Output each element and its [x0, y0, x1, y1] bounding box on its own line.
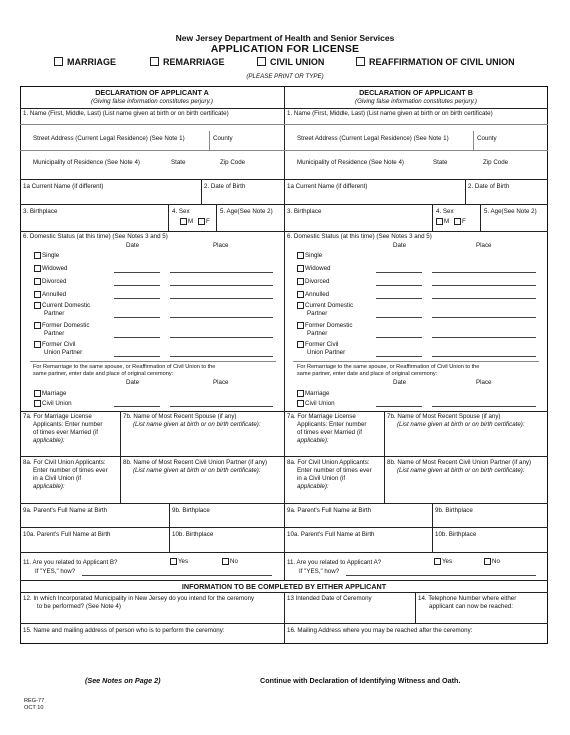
b-rm-marriage-label: Marriage [305, 390, 330, 397]
b-annulled-checkbox[interactable] [297, 291, 304, 298]
a-rm-date-header: Date [126, 379, 140, 386]
b-current-domestic-label-2: Partner [307, 310, 328, 317]
a-7a-label-2: Applicants: Enter number [33, 421, 103, 428]
a-place-header: Place [213, 242, 229, 249]
a-single-label: Single [42, 252, 60, 259]
b-name-label: 1. Name (First, Middle, Last) (List name given at birth or on birth certificate) [287, 110, 493, 117]
b-10b-label: 10b. Birthplace [435, 531, 477, 538]
print-instruction: (PLEASE PRINT OR TYPE) [246, 73, 324, 80]
a-former-domestic-checkbox[interactable] [34, 322, 41, 329]
b-state-label: State [433, 159, 448, 166]
a-8a-label-3: in a Civil Union (if [33, 475, 82, 482]
a-7b-label: 7b. Name of Most Recent Spouse (if any) [123, 413, 237, 420]
a-related-yes-label: Yes [178, 558, 189, 565]
b-single-checkbox[interactable] [297, 252, 304, 259]
a-rm-civil-checkbox[interactable] [34, 400, 41, 407]
b-former-domestic-label: Former Domestic [305, 322, 353, 329]
a-rm-marriage-label: Marriage [42, 390, 67, 397]
a-9a-label: 9a. Parent's Full Name at Birth [23, 507, 108, 514]
a-7b-label-2: (List name given at birth or on birth certificate): [133, 421, 261, 428]
a-remarriage-note-2: same partner, enter date and place of original ceremony: [33, 371, 174, 377]
b-divorced-checkbox[interactable] [297, 278, 304, 285]
applicant-b-heading: DECLARATION OF APPLICANT B [359, 88, 473, 97]
telephone-label-2: applicant can now be reached: [429, 603, 513, 610]
marriage-label: MARRIAGE [67, 57, 116, 67]
b-8a-label-3: in a Civil Union (if [297, 475, 346, 482]
municipality-ceremony-label: 12. In which Incorporated Municipality in New Jersey do you intend for the ceremony [23, 595, 255, 602]
b-widowed-label: Widowed [305, 265, 331, 272]
b-municipality-label: Municipality of Residence (See Note 4) [297, 159, 404, 166]
b-birthplace-label: 3. Birthplace [287, 208, 322, 215]
b-7a-label: 7a. For Marriage License [287, 413, 356, 420]
b-rm-civil-checkbox[interactable] [297, 400, 304, 407]
a-current-domestic-label-2: Partner [44, 310, 65, 317]
b-7a-label-2: Applicants: Enter number [297, 421, 367, 428]
civil-union-label: CIVIL UNION [270, 57, 325, 67]
a-sex-label: 4. Sex [172, 208, 190, 215]
b-7b-label-2: (List name given at birth or on birth certificate): [397, 421, 525, 428]
form-date: OCT 10 [24, 705, 44, 711]
a-dob-label: 2. Date of Birth [204, 183, 246, 190]
a-current-domestic-label: Current Domestic [42, 302, 91, 309]
b-single-label: Single [305, 252, 323, 259]
b-sex-label: 4. Sex [436, 208, 454, 215]
a-name-label: 1. Name (First, Middle, Last) (List name given at birth or on birth certificate) [23, 110, 229, 117]
a-rm-place-header: Place [213, 379, 229, 386]
a-7a-label-3: of times ever Married (if [33, 429, 98, 436]
b-related-yes-label: Yes [442, 558, 453, 565]
b-former-domestic-checkbox[interactable] [297, 322, 304, 329]
a-divorced-label: Divorced [42, 278, 67, 285]
b-current-domestic-label: Current Domestic [305, 302, 354, 309]
a-related-yes-checkbox[interactable] [170, 558, 177, 565]
a-former-civil-checkbox[interactable] [34, 341, 41, 348]
b-related-no-label: No [492, 558, 500, 565]
a-rm-civil-label: Civil Union [42, 400, 72, 407]
a-sex-m-label: M [188, 218, 194, 225]
b-7b-label: 7b. Name of Most Recent Spouse (if any) [387, 413, 501, 420]
a-annulled-checkbox[interactable] [34, 291, 41, 298]
a-municipality-label: Municipality of Residence (See Note 4) [33, 159, 140, 166]
b-sex-m-checkbox[interactable] [436, 218, 443, 225]
applicant-b-subheading: (Giving false information constitutes perjury.) [355, 98, 477, 105]
a-widowed-label: Widowed [42, 265, 68, 272]
department-title: New Jersey Department of Health and Senior Services [175, 33, 395, 43]
b-8a-label: 8a. For Civil Union Applicants: [287, 459, 370, 466]
b-date-header: Date [393, 242, 407, 249]
a-street-label: Street Address (Current Legal Residence) (See Note 1) [33, 135, 185, 142]
ceremony-date-label: 13 Intended Date of Ceremony [287, 595, 372, 602]
b-current-name-label: 1a Current Name (if different) [287, 183, 368, 190]
b-remarriage-note: For Remarriage to the same spouse, or Reaffirmation of Civil Union to the [297, 364, 480, 370]
a-8a-label-2: Enter number of times ever [33, 467, 108, 474]
a-current-name-label: 1a Current Name (if different) [23, 183, 104, 190]
b-domestic-status-label: 6. Domestic Status (at this time) (See Notes 3 and 5) [287, 233, 432, 240]
b-street-label: Street Address (Current Legal Residence) (See Note 1) [297, 135, 449, 142]
a-10b-label: 10b. Birthplace [172, 531, 214, 538]
b-7a-label-3: of times ever Married (if [297, 429, 362, 436]
a-9b-label: 9b. Birthplace [172, 507, 210, 514]
a-8a-label-4: applicable): [33, 483, 65, 490]
a-8b-label-2: (List name given at birth or on birth certificate): [133, 467, 261, 474]
a-former-domestic-label-2: Partner [44, 330, 65, 337]
a-widowed-checkbox[interactable] [34, 265, 41, 272]
form-id: REG-77 [24, 698, 45, 704]
remarriage-checkbox[interactable] [150, 57, 159, 66]
a-related-no-checkbox[interactable] [222, 558, 229, 565]
b-age-label: 5. Age(See Note 2) [484, 208, 537, 215]
notes-reference: (See Notes on Page 2) [85, 676, 161, 685]
b-rm-civil-label: Civil Union [305, 400, 335, 407]
a-former-civil-label: Former Civil [42, 341, 76, 348]
b-related-label: 11. Are you related to Applicant A? [287, 559, 382, 566]
b-annulled-label: Annulled [305, 291, 330, 298]
officiant-label: 15. Name and mailing address of person who is to perform the ceremony: [23, 627, 225, 634]
a-state-label: State [171, 159, 186, 166]
b-8b-label: 8b. Name of Most Recent Civil Union Partner (if any) [387, 459, 532, 466]
b-rm-marriage-checkbox[interactable] [297, 390, 304, 397]
reaffirmation-label: REAFFIRMATION OF CIVIL UNION [369, 57, 515, 67]
a-sex-f-checkbox[interactable] [198, 218, 205, 225]
a-birthplace-label: 3. Birthplace [23, 208, 58, 215]
b-9b-label: 9b. Birthplace [435, 507, 473, 514]
b-county-label: County [477, 135, 497, 142]
a-7a-label-4: applicable): [33, 437, 65, 444]
a-related-no-label: No [230, 558, 238, 565]
b-7a-label-4: applicable): [297, 437, 329, 444]
continue-instruction: Continue with Declaration of Identifying Witness and Oath. [260, 676, 461, 685]
civil-union-checkbox[interactable] [257, 57, 266, 66]
either-heading: INFORMATION TO BE COMPLETED BY EITHER APPLICANT [181, 582, 387, 591]
a-former-civil-label-2: Union Partner [44, 349, 83, 356]
a-remarriage-note: For Remarriage to the same spouse, or Reaffirmation of Civil Union to the [33, 364, 216, 370]
marriage-checkbox[interactable] [54, 57, 63, 66]
a-sex-f-label: F [206, 218, 210, 225]
b-dob-label: 2. Date of Birth [468, 183, 510, 190]
a-county-label: County [213, 135, 233, 142]
a-divorced-checkbox[interactable] [34, 278, 41, 285]
b-former-civil-label: Former Civil [305, 341, 339, 348]
b-rm-place-header: Place [476, 379, 492, 386]
b-former-civil-label-2: Union Partner [307, 349, 346, 356]
b-sex-m-label: M [444, 218, 450, 225]
b-divorced-label: Divorced [305, 278, 330, 285]
a-domestic-status-label: 6. Domestic Status (at this time) (See Notes 3 and 5) [23, 233, 168, 240]
b-former-civil-checkbox[interactable] [297, 341, 304, 348]
b-sex-f-checkbox[interactable] [454, 218, 461, 225]
a-related-how-label: If "YES," how? [35, 568, 76, 575]
form-title: APPLICATION FOR LICENSE [210, 43, 360, 55]
b-8b-label-2: (List name given at birth or on birth certificate): [397, 467, 525, 474]
a-former-domestic-label: Former Domestic [42, 322, 90, 329]
a-7a-label: 7a. For Marriage License [23, 413, 92, 420]
mailing-address-label: 16. Mailing Address where you may be reached after the ceremony: [287, 627, 473, 634]
a-8a-label: 8a. For Civil Union Applicants: [23, 459, 106, 466]
a-current-domestic-checkbox[interactable] [34, 302, 41, 309]
b-current-domestic-checkbox[interactable] [297, 302, 304, 309]
a-zip-label: Zip Code [220, 159, 246, 166]
a-10a-label: 10a. Parent's Full Name at Birth [23, 531, 111, 538]
applicant-a-heading: DECLARATION OF APPLICANT A [95, 88, 209, 97]
b-8a-label-2: Enter number of times ever [297, 467, 372, 474]
applicant-a-subheading: (Giving false information constitutes perjury.) [91, 98, 213, 105]
b-sex-f-label: F [462, 218, 466, 225]
b-place-header: Place [476, 242, 492, 249]
b-remarriage-note-2: same partner, enter date and place of original ceremony: [297, 371, 438, 377]
b-related-no-checkbox[interactable] [484, 558, 491, 565]
b-former-domestic-label-2: Partner [307, 330, 328, 337]
telephone-label: 14. Telephone Number where either [418, 595, 517, 602]
b-zip-label: Zip Code [483, 159, 509, 166]
b-9a-label: 9a. Parent's Full Name at Birth [287, 507, 372, 514]
a-rm-marriage-checkbox[interactable] [34, 390, 41, 397]
b-rm-date-header: Date [393, 379, 407, 386]
a-related-label: 11. Are you related to Applicant B? [23, 559, 118, 566]
b-8a-label-4: applicable): [297, 483, 329, 490]
municipality-ceremony-label-2: to be performed? (See Note 4) [37, 603, 121, 610]
b-10a-label: 10a. Parent's Full Name at Birth [287, 531, 375, 538]
a-age-label: 5. Age(See Note 2) [220, 208, 273, 215]
b-related-yes-checkbox[interactable] [434, 558, 441, 565]
reaffirmation-checkbox[interactable] [356, 57, 365, 66]
a-sex-m-checkbox[interactable] [180, 218, 187, 225]
remarriage-label: REMARRIAGE [163, 57, 225, 67]
a-annulled-label: Annulled [42, 291, 67, 298]
b-widowed-checkbox[interactable] [297, 265, 304, 272]
a-single-checkbox[interactable] [34, 252, 41, 259]
a-date-header: Date [126, 242, 140, 249]
b-related-how-label: If "YES," how? [299, 568, 340, 575]
a-8b-label: 8b. Name of Most Recent Civil Union Partner (if any) [123, 459, 268, 466]
